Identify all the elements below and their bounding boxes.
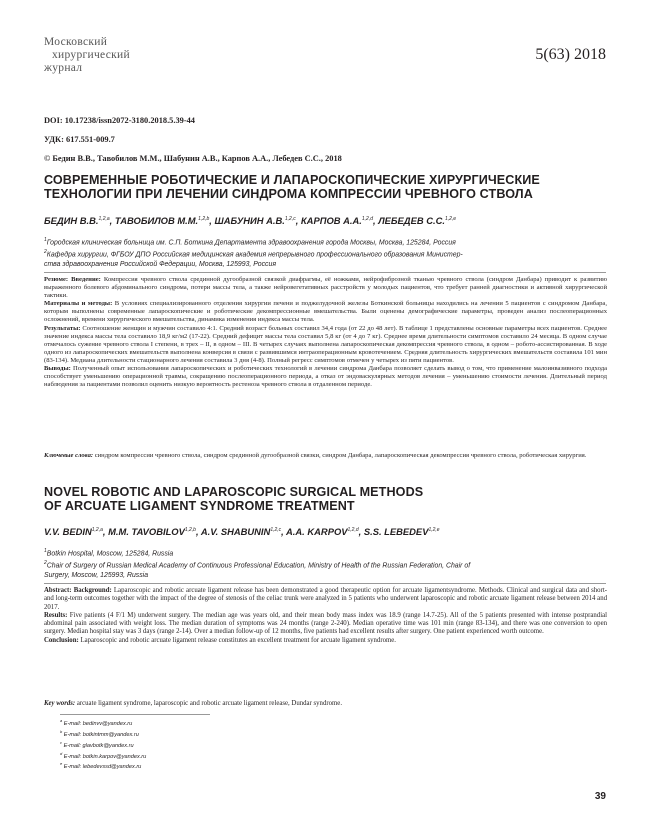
en-affiliations <box>44 547 604 580</box>
en-affiliation-2-cont: Surgery, Moscow, 125993, Russia <box>44 571 149 579</box>
divider <box>44 583 606 584</box>
ru-abstract-methods: Материалы и методы: В условиях специализированного отделения хирургии печени и поджелудочной железы Боткинской больницы находились на лечении 5 пациентов с синдромом Данбара, которым выполнены современные лапароскопические и роботические декомпрессионные вмешательства. Были оценены демографические параметры, проведен анализ послеоперационных осложнений, времени хирургического вмешательства, динамика изменения индекса массы тела. <box>44 300 608 324</box>
ru-author: ШАБУНИН А.В.$^{1,2,c}$ <box>214 215 296 226</box>
journal-logo <box>44 36 164 82</box>
ru-title-line2: ТЕХНОЛОГИИ ПРИ ЛЕЧЕНИИ СИНДРОМА КОМПРЕССИИ ЧРЕВНОГО СТВОЛА <box>44 187 533 201</box>
ru-abstract <box>44 276 607 389</box>
en-keywords: Key words: arcuate ligament syndrome, laparoscopic and robotic arcuate ligament release, Dundar syndrome. <box>44 700 343 707</box>
journal-name-line3: журнал <box>44 62 83 74</box>
email-footnote: $^e$ E-mail: lebedevssd@yandex.ru <box>60 761 142 771</box>
ru-author: ЛЕБЕДЕВ С.С.$^{1,2,e}$ <box>378 215 457 226</box>
copyright: © Бедин В.В., Тавобилов М.М., Шабунин А.В., Карпов А.А., Лебедев С.С., 2018 <box>44 154 342 163</box>
ru-title <box>44 173 604 201</box>
ru-author: ТАВОБИЛОВ М.М.$^{1,2,b}$ <box>114 215 210 226</box>
email-footnote: $^b$ E-mail: botkintmm@yandex.ru <box>60 728 139 738</box>
divider <box>44 272 606 273</box>
en-author: A.A. KARPOV$^{1,2,d}$ <box>286 526 359 537</box>
en-affiliation-2: $^2$Chair of Surgery of Russian Medical Academy of Continuous Professional Education, Ministry of Health of the Russian Federation, Chair of <box>44 559 471 570</box>
en-author: V.V. BEDIN$^{1,2,a}$ <box>44 526 103 537</box>
journal-name-line1: Московский <box>44 36 108 48</box>
footnote-rule <box>60 714 210 715</box>
en-abstract-results: Results: Five patients (4 F/1 M) underwent surgery. The median age was years old, and their mean body mass index was 18.9 (range 14.7-25). All of the 5 patients presented with intense postprandial abdominal pain associated with weight loss. The median duration of symptoms was 24 months (range 2-240). Median operative time was 101 min (range 83-134), and there was one conversion to open surgery. Median hospital stay was 3 days (range 2-14). Over a median follow-up of 12 months, five patients had excellent results after surgery. One patient experienced worth outcome. <box>44 611 607 636</box>
en-title-line1: NOVEL ROBOTIC AND LAPAROSCOPIC SURGICAL METHODS <box>44 485 424 499</box>
email-footnotes <box>60 717 146 771</box>
en-title-line2: OF ARCUATE LIGAMENT SYNDROME TREATMENT <box>44 499 355 513</box>
ru-affiliations <box>44 236 604 269</box>
ru-keywords: Ключевые слова: синдром компрессии чревного ствола, синдром срединной дугообразной связки, синдром Данбара, лапароскопическая декомпрессия чревного ствола, роботическая хирургия. <box>44 452 587 459</box>
ru-affiliation-1: $^1$Городская клиническая больница им. С.П. Боткина Департамента здравоохранения города Москвы, Москва, 125284, Россия <box>44 237 456 247</box>
doi: DOI: 10.17238/issn2072-3180.2018.5.39-44 <box>44 116 195 125</box>
en-author: M.M. TAVOBILOV$^{1,2,b}$ <box>108 526 196 537</box>
ru-abstract-intro: Резюме: Введение: Компрессия чревного ствола срединной дугообразной связкой диафрагмы, её ножками, нейрофиброзной тканью чревного ствола (синдром Данбара) приводит к развитию выраженного болевого абдоминального синдрома, потери массы тела, а также нейровегетативных расстройств у молодых пациентов, что требует ранней диагностики и активной хирургической тактики. <box>44 276 608 300</box>
en-authors: V.V. BEDIN$^{1,2,a}$, M.M. TAVOBILOV$^{1,2,b}$, A.V. SHABUNIN$^{1,2,c}$, A.A. KARPOV$^{1,2,d}$, S.S. LEBEDEV$^{1,2,e}$ <box>44 526 440 537</box>
ru-title-line1: СОВРЕМЕННЫЕ РОБОТИЧЕСКИЕ И ЛАПАРОСКОПИЧЕСКИЕ ХИРУРГИЧЕСКИЕ <box>44 173 540 187</box>
page-number: 39 <box>594 791 606 802</box>
journal-name-line2: хирургический <box>52 49 130 61</box>
email-footnote: $^a$ E-mail: bedinvv@yandex.ru <box>60 718 133 727</box>
en-abstract-background: Abstract: Background: Laparoscopic and robotic arcuate ligament release has been demonstrated a good therapeutic option for arcuate ligamentsyndrome. Methods. Clinical and surgical data and short- and long-term outcomes together with the impact of the degree of stenosis of the celiac trunk were analyzed in 5 patients who underwent laparoscopic and robotic arcuate ligament release between 2014 and 2017. <box>44 587 607 611</box>
ru-affiliation-2-cont: ства здравоохранения Российской Федерации, Москва, 125993, Россия <box>44 260 276 268</box>
ru-abstract-conclusions: Выводы: Полученный опыт использования лапароскопических и роботических технологий в лечении синдрома Данбара позволяет сделать вывод о том, что применение малоинвазивного подхода способствует уменьшению операционной травмы, сокращению послеоперационного периода, а отказ от эндоваскулярных методов лечения – уменьшению стоимости лечения. Длительный период наблюдения за пациентами позволил оценить низкую вероятность рестеноза чревного ствола в отдаленном периоде. <box>44 365 607 389</box>
issue-number: 5(63) 2018 <box>535 46 606 63</box>
ru-affiliation-2: $^2$Кафедра хирургии, ФГБОУ ДПО Российская медицинская академия непрерывного профессионального образования Министер- <box>44 248 463 259</box>
ru-abstract-results: Результаты: Соотношение женщин и мужчин составило 4:1. Средний возраст больных составил 34,4 года (от 22 до 48 лет). В таблице 1 представлены основные параметры всех пациентов. Среднее значение индекса массы тела составило 18,9 кг/м2 (17-22). Средний дефицит массы тела составил 5,8 кг (от 4 до 7 кг). Среднее время длительности симптомов составило 24 месяца. В одном случае отмечалось сужение чревного ствола I степени, в трех – II, в одном – III. В четырех случаях выполнена лапароскопическая декомпрессия чревного ствола, в одном – робото-ассистированная. В ходе одного из лапароскопических вмешательств выполнена конверсия в связи с развившимся интраоперационным кровотечением. Средняя длительность хирургических вмешательств составила 101 мин (83-134). Медиана длительности стационарного лечения составила 3 дня (4-8). Полный регресс симптомов отмечен у четырех из пяти пациентов. <box>44 324 607 364</box>
email-footnote: $^d$ E-mail: botkin.karpov@yandex.ru <box>60 750 147 760</box>
en-author: S.S. LEBEDEV$^{1,2,e}$ <box>363 526 440 537</box>
en-abstract <box>44 587 607 645</box>
ru-author: БЕДИН В.В.$^{1,2,a}$ <box>44 215 110 226</box>
en-author: A.V. SHABUNIN$^{1,2,c}$ <box>200 526 282 537</box>
udk: УДК: 617.551-009.7 <box>44 135 115 144</box>
ru-authors: БЕДИН В.В.$^{1,2,a}$, ТАВОБИЛОВ М.М.$^{1,2,b}$, ШАБУНИН А.В.$^{1,2,c}$, КАРПОВ А.А.$^{1,2,d}$, ЛЕБЕДЕВ С.С.$^{1,2,e}$ <box>44 215 457 226</box>
email-footnote: $^c$ E-mail: glavbotk@yandex.ru <box>60 739 134 749</box>
en-abstract-conclusion: Conclusion: Laparoscopic and robotic arcuate ligament release constitutes an excellent treatment for arcuate ligament syndrome. <box>44 636 396 644</box>
en-title <box>44 485 604 513</box>
ru-author: КАРПОВ А.А.$^{1,2,d}$ <box>300 215 373 226</box>
en-affiliation-1: $^1$Botkin Hospital, Moscow, 125284, Russia <box>44 548 174 558</box>
